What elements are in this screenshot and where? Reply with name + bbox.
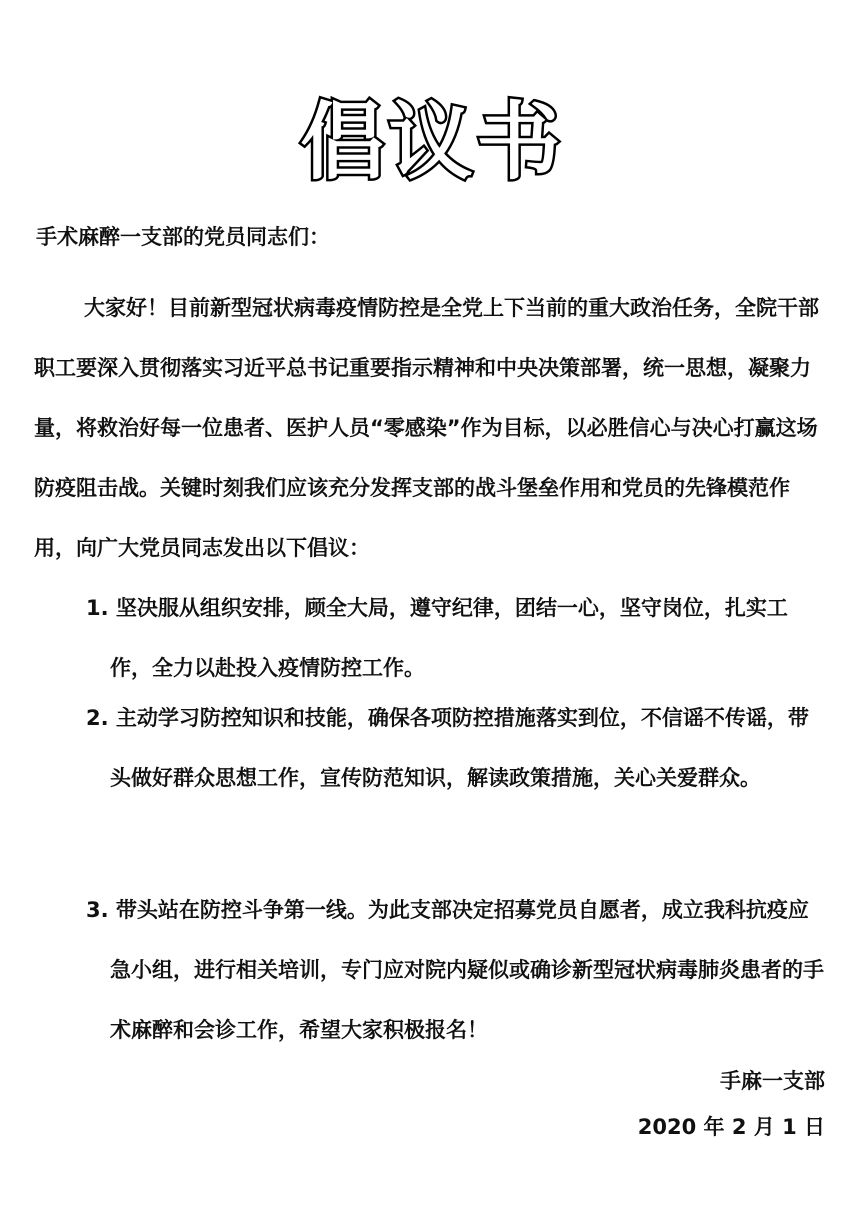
signature-date: 2020 年 2 月 1 日 [637,1115,825,1139]
intro-paragraph: 大家好！目前新型冠状病毒疫情防控是全党上下当前的重大政治任务，全院干部职工要深入贯彻落实习近平总书记重要指示精神和中央决策部署，统一思想，凝聚力量，将救治好每一位患者、医护人员“零感染”作为目标，以必胜信心与决心打赢这场防疫阻击战。关键时刻我们应该充分发挥支部的战斗堡垒作用和党员的先锋模范作用，向广大党员同志发出以下倡议： [34,296,819,560]
salutation: 手术麻醉一支部的党员同志们： [36,225,330,249]
proposal-item-text: 3. 带头站在防控斗争第一线。为此支部决定招募党员自愿者，成立我科抗疫应急小组，进行相关培训，专门应对院内疑似或确诊新型冠状病毒肺炎患者的手术麻醉和会诊工作，希望大家积极报名！ [86,898,824,1042]
proposal-item-text: 1. 坚决服从组织安排，顾全大局，遵守纪律，团结一心，坚守岗位，扎实工作，全力以赴投入疫情防控工作。 [86,596,788,680]
signature-name: 手麻一支部 [720,1069,825,1093]
document-title: 倡议书 [300,93,565,191]
proposal-item-1 [86,578,826,698]
proposal-item-3 [86,880,826,1060]
proposal-item-2 [86,688,826,808]
proposal-item-text: 2. 主动学习防控知识和技能，确保各项防控措施落实到位，不信谣不传谣，带头做好群众思想工作，宣传防范知识，解读政策措施，关心关爱群众。 [86,706,809,790]
